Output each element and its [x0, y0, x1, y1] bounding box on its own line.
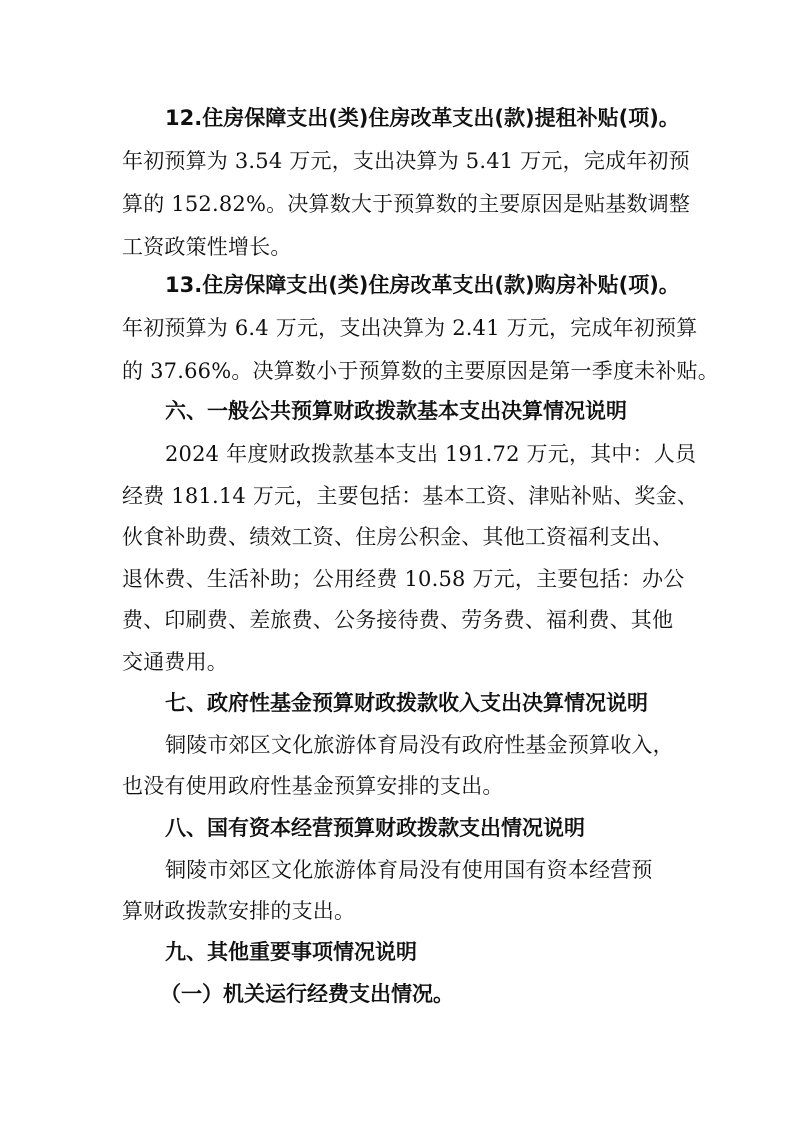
- section-9-subheading: （一）机关运行经费支出情况。: [160, 982, 454, 1006]
- item-12-heading: 12.住房保障支出(类)住房改革支出(款)提租补贴(项)。: [165, 106, 680, 130]
- section-8-line-1: 铜陵市郊区文化旅游体育局没有使用国有资本经营预: [165, 858, 653, 882]
- section-6-line-5: 费、印刷费、差旅费、公务接待费、劳务费、福利费、其他: [122, 608, 674, 632]
- section-6-line-4: 退休费、生活补助；公用经费 10.58 万元，主要包括：办公: [122, 567, 685, 591]
- item-12-line-2: 算的 152.82%。决算数大于预算数的主要原因是贴基数调整: [122, 192, 691, 216]
- item-13-heading: 13.住房保障支出(类)住房改革支出(款)购房补贴(项)。: [165, 273, 680, 297]
- item-12-line-3: 工资政策性增长。: [122, 235, 292, 259]
- section-7-line-2: 也没有使用政府性基金预算安排的支出。: [122, 774, 504, 798]
- section-8-heading: 八、国有资本经营预算财政拨款支出情况说明: [165, 816, 585, 840]
- item-13-line-2: 的 37.66%。决算数小于预算数的主要原因是第一季度未补贴。: [122, 359, 719, 383]
- section-6-line-1: 2024 年度财政拨款基本支出 191.72 万元，其中：人员: [165, 442, 697, 466]
- section-8-line-2: 算财政拨款安排的支出。: [122, 899, 356, 923]
- section-6-line-3: 伙食补助费、绩效工资、住房公积金、其他工资福利支出、: [122, 525, 674, 549]
- section-9-heading: 九、其他重要事项情况说明: [165, 940, 417, 964]
- section-7-heading: 七、政府性基金预算财政拨款收入支出决算情况说明: [165, 691, 648, 715]
- section-6-heading: 六、一般公共预算财政拨款基本支出决算情况说明: [165, 399, 627, 423]
- item-12-line-1: 年初预算为 3.54 万元，支出决算为 5.41 万元，完成年初预: [122, 149, 690, 173]
- section-7-line-1: 铜陵市郊区文化旅游体育局没有政府性基金预算收入，: [165, 733, 674, 757]
- item-13-line-1: 年初预算为 6.4 万元，支出决算为 2.41 万元，完成年初预算: [122, 316, 698, 340]
- section-6-line-2: 经费 181.14 万元，主要包括：基本工资、津贴补贴、奖金、: [122, 484, 699, 508]
- section-6-line-6: 交通费用。: [122, 650, 228, 674]
